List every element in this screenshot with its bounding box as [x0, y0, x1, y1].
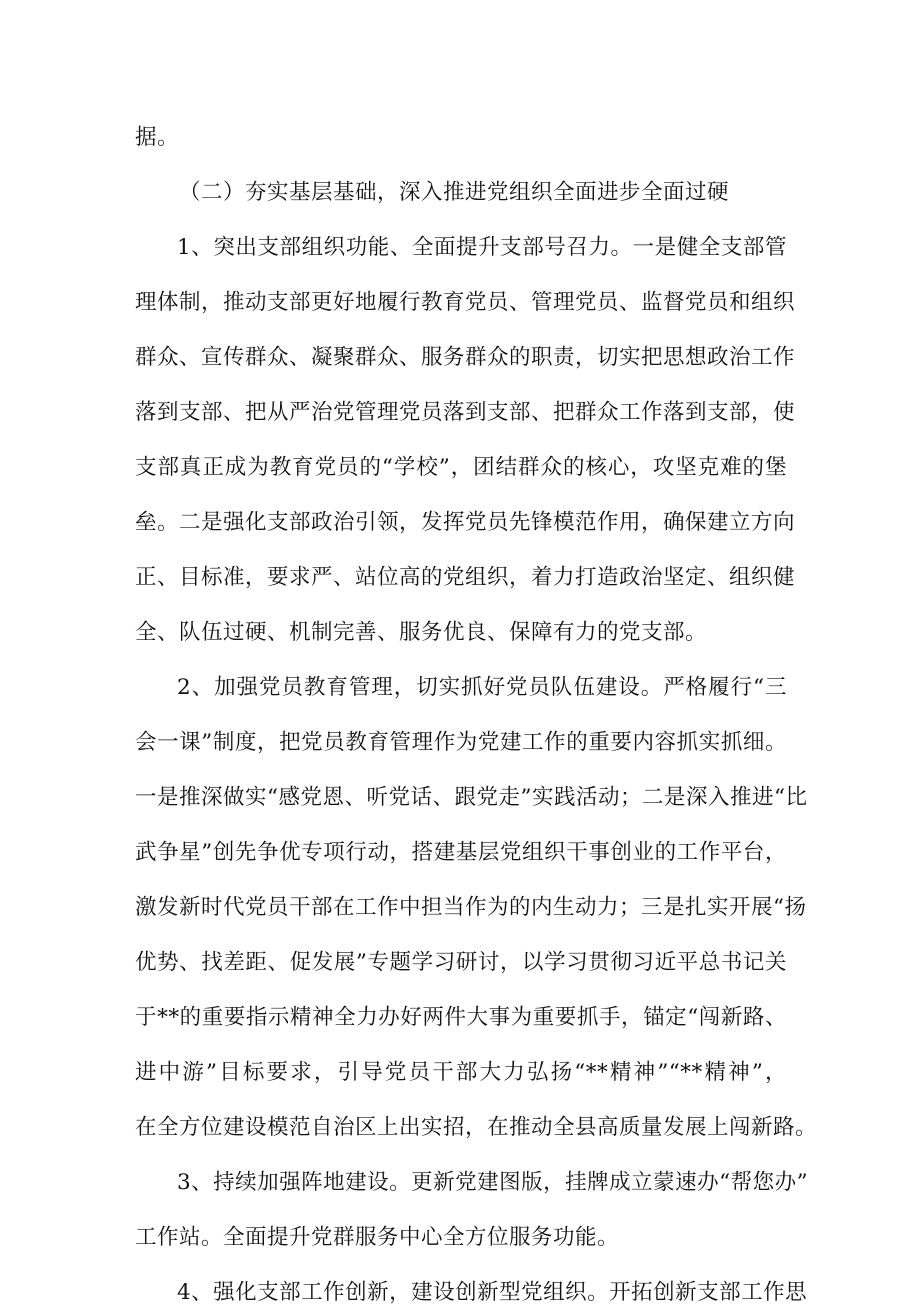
paragraph-1-line: 群众、宣传群众、凝聚群众、服务群众的职责，切实把思想政治工作 [135, 345, 796, 370]
section-heading: （二）夯实基层基础，深入推进党组织全面进步全面过硬 [179, 180, 730, 205]
paragraph-2-line: 武争星”创先争优专项行动，搭建基层党组织干事创业的工作平台， [135, 840, 787, 865]
paragraph-1-line: 全、队伍过硬、机制完善、服务优良、保障有力的党支部。 [135, 620, 708, 645]
paragraph-2-line: 优势、找差距、促发展”专题学习研讨，以学习贯彻习近平总书记关 [135, 950, 787, 975]
paragraph-2-line: 于**的重要指示精神全力办好两件大事为重要抓手，锚定“闯新路、 [135, 1005, 787, 1030]
paragraph-1-line: 理体制，推动支部更好地履行教育党员、管理党员、监督党员和组织 [135, 290, 796, 315]
paragraph-3-line: 3、持续加强阵地建设。更新党建图版，挂牌成立蒙速办“帮您办” [177, 1170, 809, 1195]
paragraph-1-line: 落到支部、把从严治党管理党员落到支部、把群众工作落到支部，使 [135, 400, 796, 425]
paragraph-1-line: 垒。二是强化支部政治引领，发挥党员先锋模范作用，确保建立方向 [135, 510, 796, 535]
paragraph-1-line: 正、目标准，要求严、站位高的党组织，着力打造政治坚定、组织健 [135, 565, 796, 590]
paragraph-4-line: 4、强化支部工作创新，建设创新型党组织。开拓创新支部工作思 [177, 1280, 808, 1305]
paragraph-1-line: 支部真正成为教育党员的“学校”，团结群众的核心，攻坚克难的堡 [135, 455, 787, 480]
paragraph-1-line: 1、突出支部组织功能、全面提升支部号召力。一是健全支部管 [177, 235, 787, 260]
paragraph-2-line: 2、加强党员教育管理，切实抓好党员队伍建设。严格履行“三 [177, 675, 787, 700]
paragraph-2-line: 一是推深做实“感党恩、听党话、跟党走”实践活动；二是深入推进“比 [135, 785, 808, 810]
paragraph-2-line: 会一课”制度，把党员教育管理作为党建工作的重要内容抓实抓细。 [135, 730, 787, 755]
paragraph-3-line: 工作站。全面提升党群服务中心全方位服务功能。 [135, 1225, 620, 1250]
document-page [135, 114, 818, 1316]
paragraph-2-line: 在全方位建设模范自治区上出实招，在推动全县高质量发展上闯新路。 [135, 1115, 818, 1140]
paragraph-2-line: 激发新时代党员干部在工作中担当作为的内生动力；三是扎实开展“扬 [135, 895, 807, 920]
text-line: 据。 [135, 125, 180, 150]
paragraph-2-line: 进中游”目标要求，引导党员干部大力弘扬“**精神”“**精神”， [135, 1060, 787, 1085]
